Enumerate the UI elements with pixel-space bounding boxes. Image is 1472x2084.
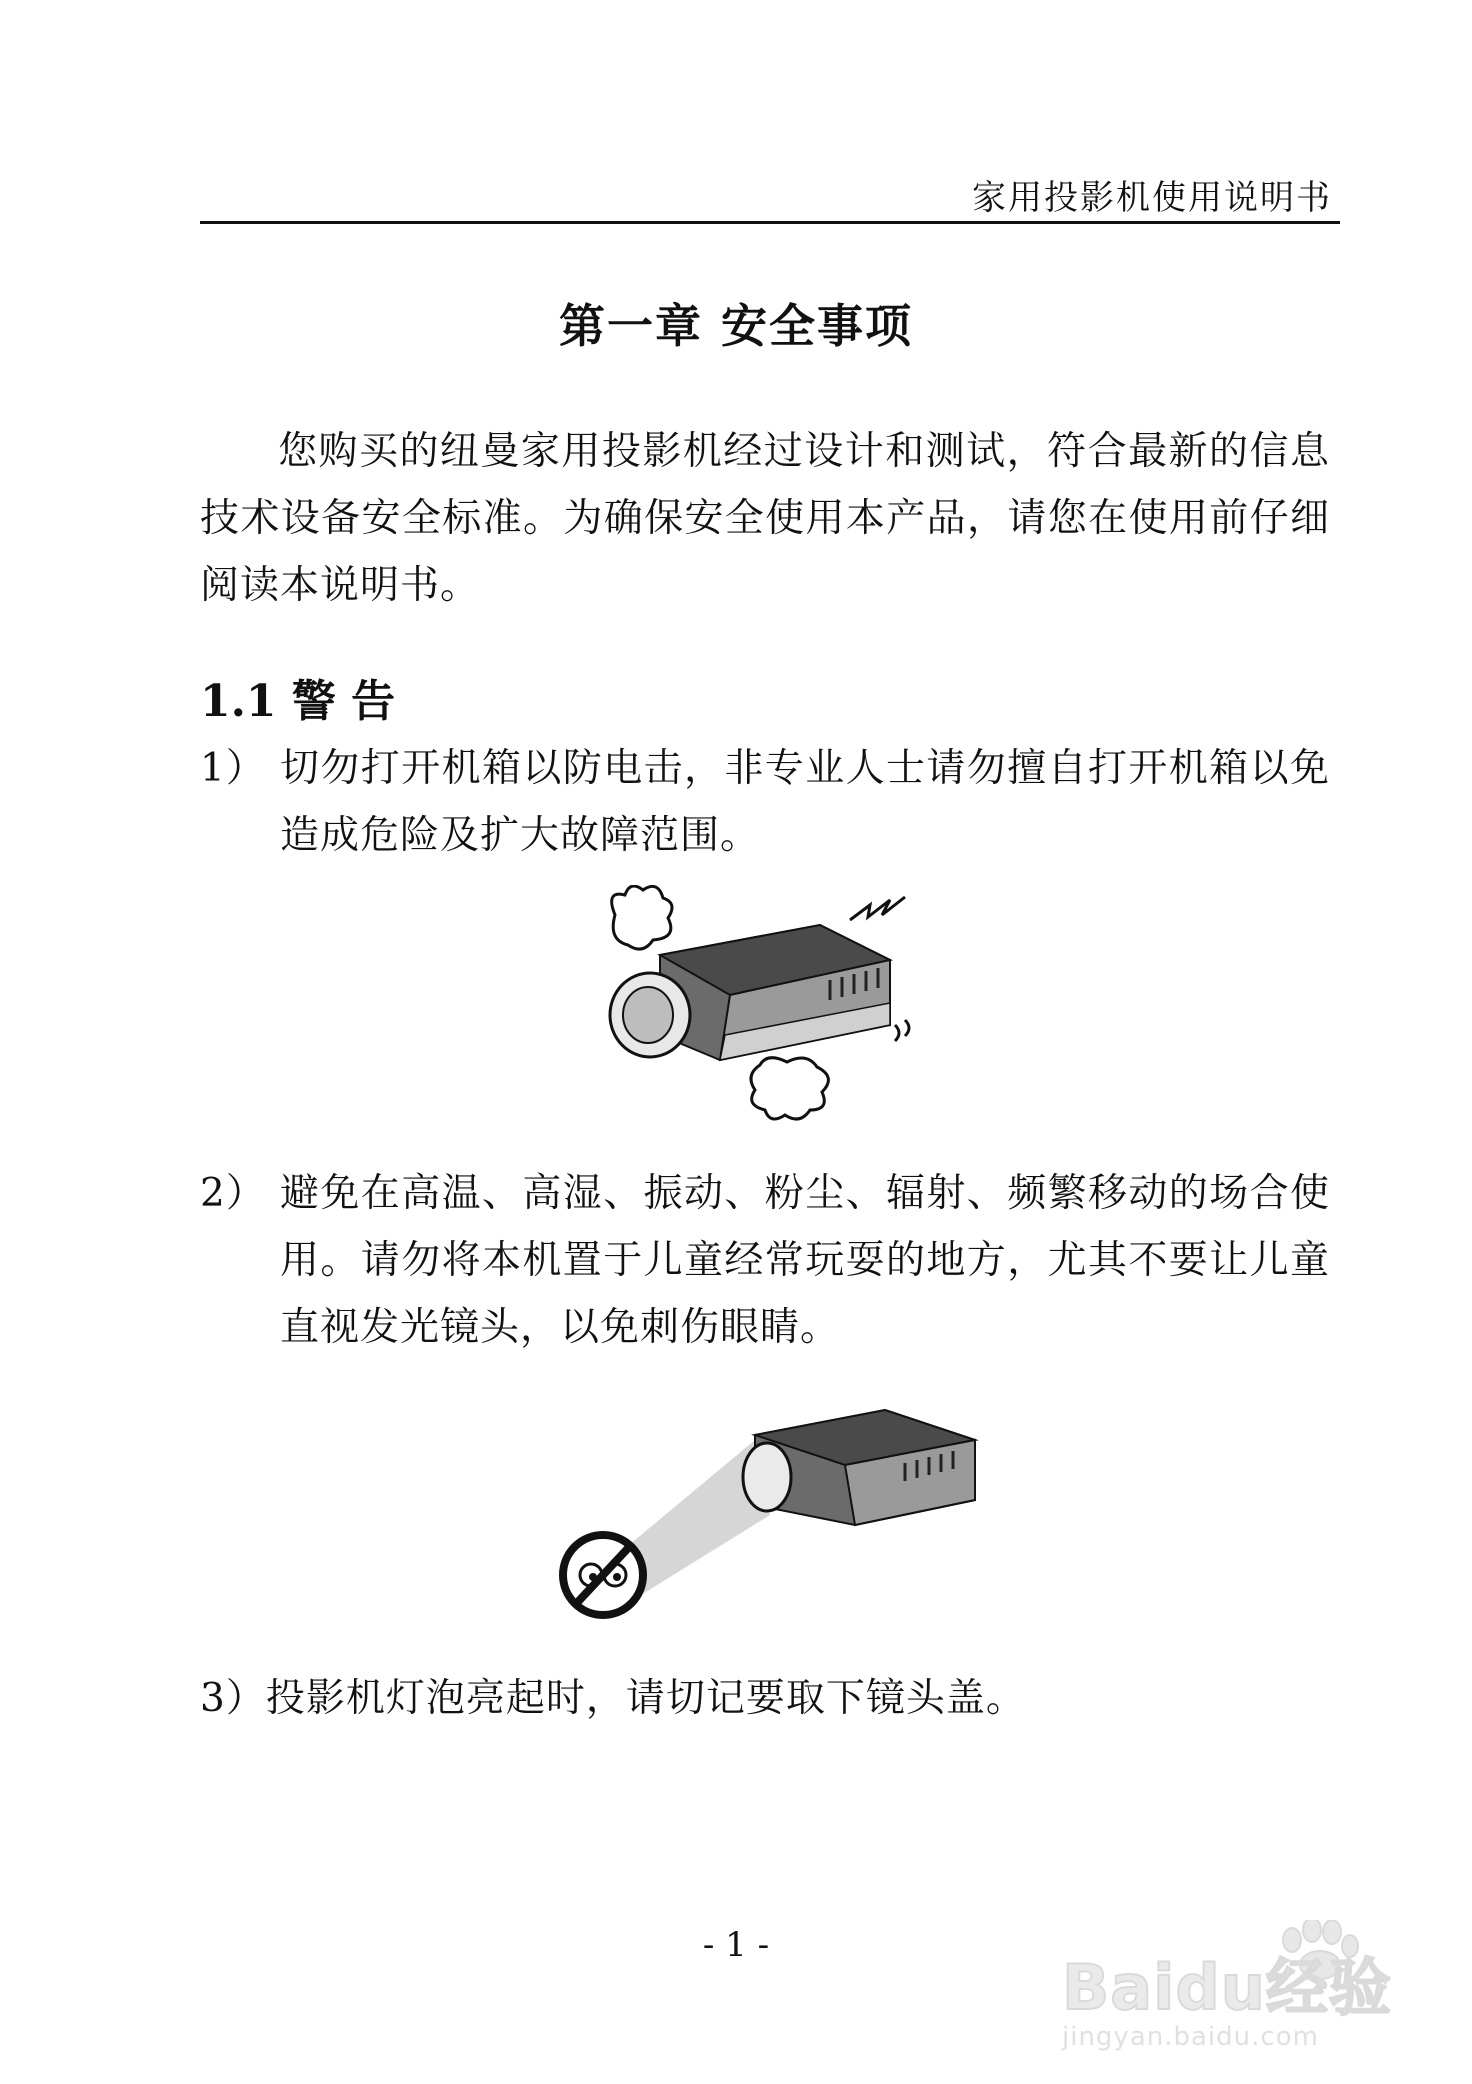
item-number: 1）	[200, 746, 266, 791]
item-text: 切勿打开机箱以防电击，非专业人士请勿擅自打开机箱以免造成危险及扩大故障范围。	[280, 746, 1330, 858]
electric-shock-illustration	[590, 885, 940, 1125]
intro-paragraph: 您购买的纽曼家用投影机经过设计和测试，符合最新的信息技术设备安全标准。为确保安全使用本产品，请您在使用前仔细阅读本说明书。	[200, 429, 1330, 608]
item-text	[200, 1665, 1330, 1732]
warning-item-3	[200, 1665, 1330, 1732]
chapter-title: 第一章 安全事项	[558, 299, 913, 353]
baidu-watermark	[1022, 1920, 1442, 2070]
warning-item-2	[200, 1160, 1330, 1361]
running-header: 家用投影机使用说明书	[972, 178, 1332, 218]
header-rule	[200, 221, 1340, 224]
watermark-url: jingyan.baidu.com	[1062, 2022, 1319, 2052]
item-number: 3）	[200, 1676, 266, 1721]
item-body: 投影机灯泡亮起时，请切记要取下镜头盖。	[265, 1676, 1026, 1721]
item-text: 避免在高温、高湿、振动、粉尘、辐射、频繁移动的场合使用。请勿将本机置于儿童经常玩耍的地方，尤其不要让儿童直视发光镜头，以免刺伤眼睛。	[280, 1171, 1330, 1350]
warning-item-1	[200, 735, 1330, 869]
watermark-brand: Baidu经验	[1062, 1951, 1392, 2024]
no-staring-lens-illustration	[555, 1405, 1005, 1625]
page-number: - 1 -	[702, 1925, 770, 1965]
item-number: 2）	[200, 1171, 266, 1216]
section-title: 1.1 警 告	[200, 676, 396, 727]
